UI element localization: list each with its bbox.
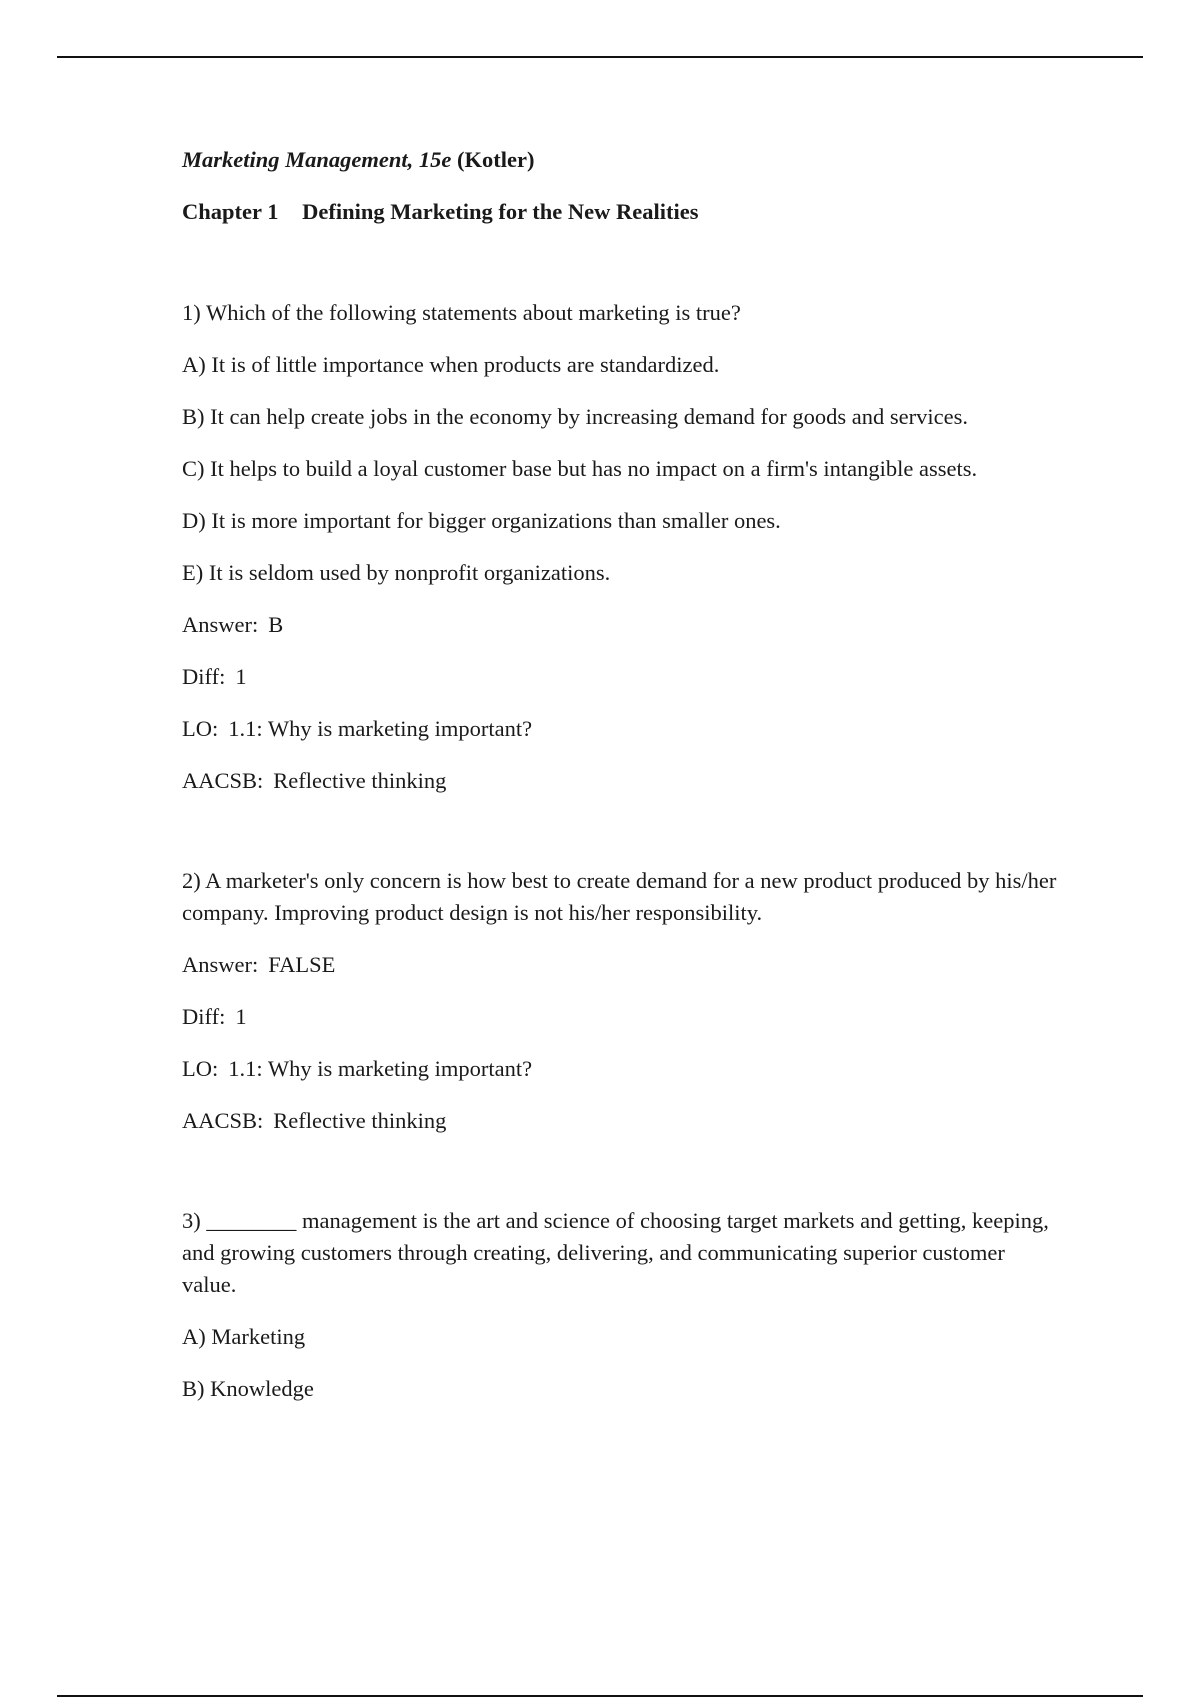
answer-option: B) Knowledge bbox=[182, 1376, 314, 1401]
question-1 bbox=[182, 297, 1062, 797]
question-stem: 1) Which of the following statements about marketing is true? bbox=[182, 300, 741, 325]
learning-objective-line bbox=[182, 1053, 1062, 1085]
answer-line bbox=[182, 609, 1062, 641]
bottom-rule bbox=[57, 1695, 1143, 1697]
top-rule bbox=[57, 56, 1143, 58]
answer-line bbox=[182, 949, 1062, 981]
answer-option: B) It can help create jobs in the economy by increasing demand for goods and services. bbox=[182, 404, 968, 429]
aacsb-line bbox=[182, 1105, 1062, 1137]
difficulty-label: Diff: bbox=[182, 1004, 226, 1029]
question-2 bbox=[182, 865, 1062, 1137]
aacsb-label: AACSB: bbox=[182, 768, 264, 793]
difficulty-line bbox=[182, 661, 1062, 693]
answer-value: FALSE bbox=[268, 952, 336, 977]
question-stem: 3) ________ management is the art and science of choosing target markets and getting, keeping, and growing customers through creating, delivering, and communicating superior customer value. bbox=[182, 1208, 1049, 1297]
answer-option: D) It is more important for bigger organizations than smaller ones. bbox=[182, 508, 781, 533]
difficulty-value: 1 bbox=[235, 664, 247, 689]
aacsb-value: Reflective thinking bbox=[273, 768, 447, 793]
answer-option: C) It helps to build a loyal customer base but has no impact on a firm's intangible assets. bbox=[182, 456, 978, 481]
aacsb-label: AACSB: bbox=[182, 1108, 264, 1133]
book-author: (Kotler) bbox=[457, 147, 535, 172]
answer-option: E) It is seldom used by nonprofit organizations. bbox=[182, 560, 611, 585]
difficulty-label: Diff: bbox=[182, 664, 226, 689]
answer-option: A) It is of little importance when products are standardized. bbox=[182, 352, 720, 377]
answer-label: Answer: bbox=[182, 612, 259, 637]
answer-value: B bbox=[268, 612, 284, 637]
aacsb-value: Reflective thinking bbox=[273, 1108, 447, 1133]
aacsb-line bbox=[182, 765, 1062, 797]
difficulty-value: 1 bbox=[235, 1004, 247, 1029]
question-3 bbox=[182, 1205, 1062, 1405]
book-title: Marketing Management, 15e bbox=[182, 147, 452, 172]
book-title-line bbox=[182, 143, 1062, 177]
learning-objective-label: LO: bbox=[182, 716, 219, 741]
chapter-title: Defining Marketing for the New Realities bbox=[302, 199, 699, 224]
document-body bbox=[182, 143, 1062, 1405]
learning-objective-value: 1.1: Why is marketing important? bbox=[228, 716, 533, 741]
learning-objective-label: LO: bbox=[182, 1056, 219, 1081]
chapter-heading bbox=[182, 195, 1062, 229]
difficulty-line bbox=[182, 1001, 1062, 1033]
answer-label: Answer: bbox=[182, 952, 259, 977]
question-stem: 2) A marketer's only concern is how best to create demand for a new product produced by his/her company. Improving product design is not his/her responsibility. bbox=[182, 868, 1057, 925]
answer-option: A) Marketing bbox=[182, 1324, 306, 1349]
learning-objective-value: 1.1: Why is marketing important? bbox=[228, 1056, 533, 1081]
chapter-number: Chapter 1 bbox=[182, 199, 279, 224]
learning-objective-line bbox=[182, 713, 1062, 745]
